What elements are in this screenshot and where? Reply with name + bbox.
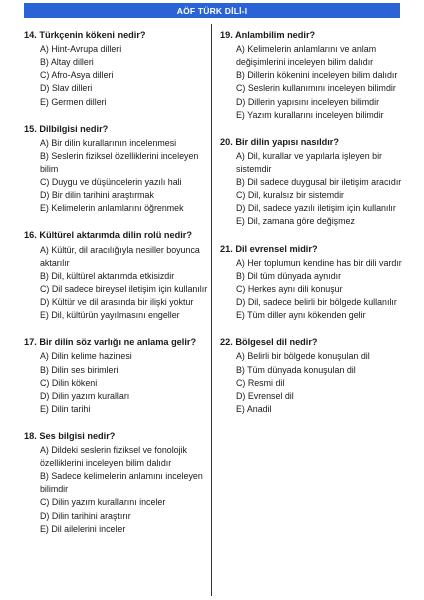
- option-e: E) Anadil: [236, 403, 272, 414]
- question-title: 18. Ses bilgisi nedir?: [24, 430, 116, 441]
- option-a: A) Hint-Avrupa dilleri: [40, 44, 122, 55]
- header-title: AÖF TÜRK DİLİ-I: [176, 5, 248, 16]
- option-c: C) Dil, kuralsız bir sistemdir: [236, 190, 344, 201]
- option-c: C) Resmi dil: [236, 377, 285, 388]
- question-title: 20. Bir dilin yapısı nasıldır?: [220, 136, 339, 147]
- question-20: [220, 136, 410, 229]
- option-a: A) Kelimelerin anlamlarını ve anlam değişimlerini inceleyen bilim dalıdır: [236, 44, 377, 68]
- question-22: [220, 336, 410, 416]
- option-e: E) Yazım kurallarını inceleyen bilimdir: [236, 109, 384, 120]
- question-title: 21. Dil evrensel midir?: [220, 243, 318, 254]
- option-d: D) Dillerin yapısını inceleyen bilimdir: [236, 96, 380, 107]
- question-18: [24, 430, 214, 536]
- option-d: D) Dilin yazım kuralları: [40, 390, 130, 401]
- question-title: 17. Bir dilin söz varlığı ne anlama gelir?: [24, 337, 197, 348]
- option-c: C) Seslerin kullanımını inceleyen bilimdir: [236, 83, 396, 94]
- page-header: [24, 3, 400, 18]
- option-e: E) Tüm diller aynı kökenden gelir: [236, 310, 366, 321]
- option-b: B) Altay dilleri: [40, 57, 94, 68]
- question-title: 19. Anlambilim nedir?: [220, 30, 316, 40]
- option-e: E) Dil ailelerini inceler: [40, 523, 126, 534]
- option-e: E) Dil, kültürün yayılmasını engeller: [40, 310, 180, 321]
- option-b: B) Dilin ses birimleri: [40, 364, 119, 375]
- option-a: A) Dilin kelime hazinesi: [40, 351, 132, 362]
- option-d: D) Slav dilleri: [40, 83, 93, 94]
- left-column: [24, 29, 214, 545]
- option-e: E) Dil, zamana göre değişmez: [236, 216, 355, 227]
- question-15: [24, 123, 214, 216]
- option-b: B) Dil sadece duygusal bir iletişim aracıdır: [236, 177, 402, 188]
- option-c: C) Duygu ve düşüncelerin yazılı hali: [40, 177, 182, 188]
- option-c: C) Dilin kökeni: [40, 377, 98, 388]
- option-e: E) Kelimelerin anlamlarını öğrenmek: [40, 203, 184, 214]
- option-d: D) Bir dilin tarihini araştırmak: [40, 190, 154, 201]
- question-title: 14. Türkçenin kökeni nedir?: [24, 30, 146, 40]
- question-title: 16. Kültürel aktarımda dilin rolü nedir?: [24, 230, 192, 241]
- question-16: [24, 229, 214, 322]
- option-c: C) Herkes aynı dili konuşur: [236, 283, 343, 294]
- option-c: C) Afro-Asya dilleri: [40, 70, 114, 81]
- option-a: A) Dil, kurallar ve yapılarla işleyen bir sistemdir: [236, 150, 382, 175]
- option-a: A) Dildeki seslerin fiziksel ve fonolojik özelliklerini inceleyen bilim dalıdır: [40, 445, 187, 469]
- option-e: E) Germen dilleri: [40, 96, 107, 107]
- option-c: C) Dilin yazım kurallarını inceler: [40, 497, 166, 508]
- option-d: D) Kültür ve dil arasında bir ilişki yoktur: [40, 297, 194, 308]
- question-17: [24, 336, 214, 416]
- option-d: D) Dil, sadece belirli bir bölgede kullanılır: [236, 297, 397, 308]
- option-b: B) Dillerin kökenini inceleyen bilim dalıdır: [236, 70, 398, 81]
- option-a: A) Belirli bir bölgede konuşulan dil: [236, 351, 370, 362]
- option-e: E) Dilin tarihi: [40, 403, 91, 414]
- question-14: [24, 29, 214, 109]
- right-column: [220, 29, 410, 425]
- question-title: 22. Bölgesel dil nedir?: [220, 337, 318, 348]
- option-d: D) Dilin tarihini araştırır: [40, 510, 131, 521]
- question-21: [220, 243, 410, 323]
- option-b: B) Dil, kültürel aktarımda etkisizdir: [40, 270, 175, 281]
- option-b: B) Dil tüm dünyada aynıdır: [236, 270, 342, 281]
- option-b: B) Tüm dünyada konuşulan dil: [236, 364, 356, 375]
- option-a: A) Bir dilin kurallarının incelenmesi: [40, 137, 177, 148]
- option-b: B) Sadece kelimelerin anlamını inceleyen bilimdir: [40, 471, 203, 495]
- question-19: [220, 29, 410, 122]
- option-a: A) Her toplumun kendine has bir dili vardır: [236, 257, 402, 268]
- option-d: D) Dil, sadece yazılı iletişim için kullanılır: [236, 203, 396, 214]
- question-title: 15. Dilbilgisi nedir?: [24, 123, 109, 134]
- option-a: A) Kültür, dil aracılığıyla nesiller boyunca aktarılır: [40, 244, 200, 268]
- option-d: D) Evrensel dil: [236, 390, 294, 401]
- option-c: C) Dil sadece bireysel iletişim için kullanılır: [40, 283, 208, 294]
- option-b: B) Seslerin fiziksel özelliklerini inceleyen bilim: [40, 150, 199, 175]
